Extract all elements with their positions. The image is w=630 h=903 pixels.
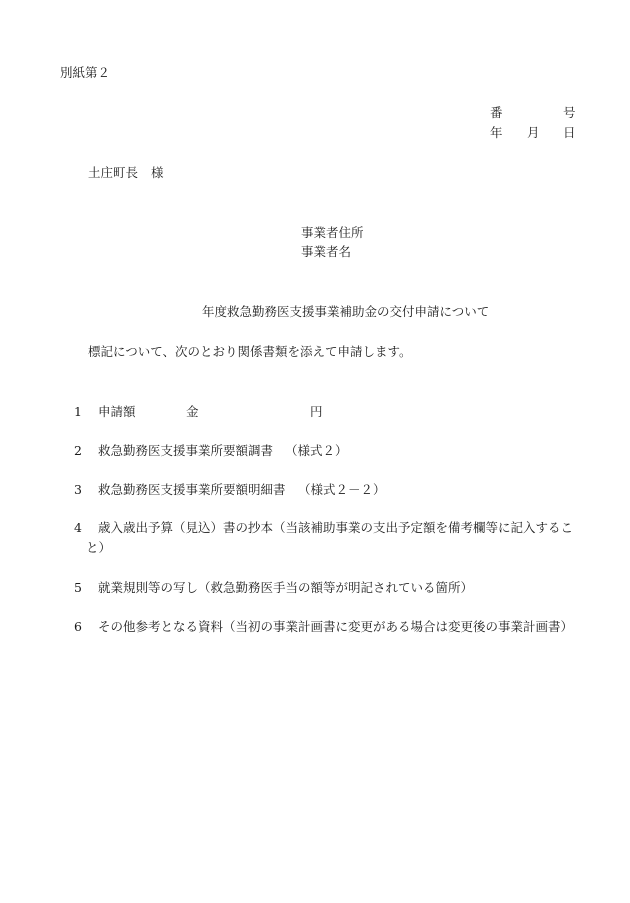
item-number: 3	[74, 482, 82, 497]
intro-text: 標記について、次のとおり関係書類を添えて申請します。	[88, 344, 412, 359]
date-year: 年	[490, 125, 503, 140]
item-text: 就業規則等の写し（救急勤務医手当の額等が明記されている箇所）	[98, 580, 474, 595]
amount-suffix: 円	[310, 404, 323, 419]
applicant-address-label: 事業者住所	[301, 225, 364, 240]
applicant-name-label: 事業者名	[301, 244, 352, 259]
item-number: 6	[74, 619, 82, 634]
item-text: 救急勤務医支援事業所要額調書	[98, 443, 274, 458]
item-text: その他参考となる資料（当初の事業計画書に変更がある場合は変更後の事業計画書）	[98, 619, 574, 634]
item-form-ref: （様式２－２）	[298, 482, 386, 497]
item-text: 救急勤務医支援事業所要額明細書	[98, 482, 286, 497]
addressee-name: 土庄町長	[88, 165, 139, 180]
document-title: 年度救急勤務医支援事業補助金の交付申請について	[202, 304, 490, 319]
item-number: 4	[74, 520, 82, 535]
item-number: 1	[74, 404, 82, 419]
item-number: 2	[74, 443, 82, 458]
document-number-suffix: 号	[563, 105, 576, 120]
item-number: 5	[74, 580, 82, 595]
date-month: 月	[527, 125, 540, 140]
item-text-line2: と）	[86, 540, 112, 555]
date-day: 日	[563, 125, 576, 140]
amount-prefix: 金	[186, 404, 199, 419]
attachment-label: 別紙第２	[60, 65, 111, 80]
item-label: 申請額	[98, 404, 136, 419]
item-text-line1: 歳入歳出予算（見込）書の抄本（当該補助事業の支出予定額を備考欄等に記入するこ	[98, 520, 574, 535]
item-form-ref: （様式２）	[285, 443, 348, 458]
document-number-label: 番	[490, 105, 503, 120]
addressee-honorific: 様	[151, 165, 164, 180]
